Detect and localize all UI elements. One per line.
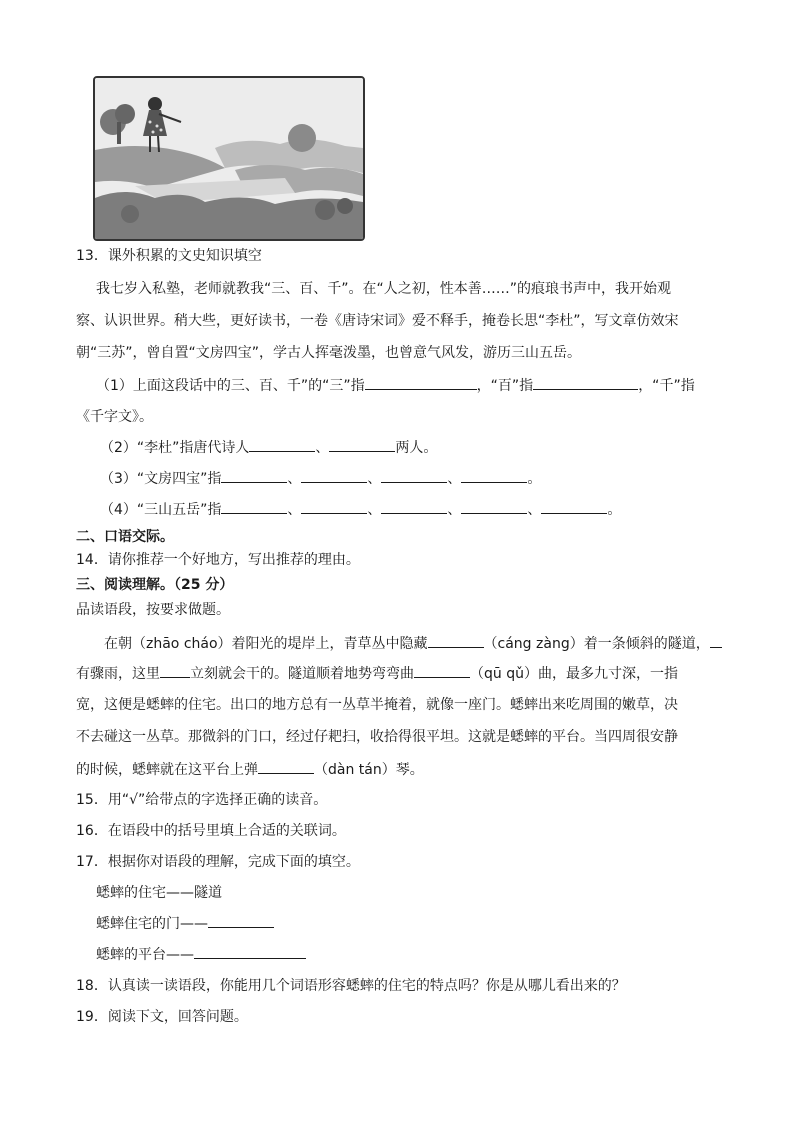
fill-row-1: 蟋蟀的住宅——隧道 (96, 885, 222, 901)
answer-blank[interactable] (329, 437, 395, 452)
question-18: 18．认真读一读语段，你能用几个词语形容蟋蟀的住宅的特点吗？你是从哪儿看出来的？ (76, 978, 626, 994)
separator: 、 (315, 440, 330, 456)
answer-blank[interactable] (301, 499, 367, 514)
q13-item-2-text: 两人。 (395, 440, 438, 456)
answer-blank[interactable] (221, 468, 287, 483)
separator: 、 (367, 471, 382, 487)
q13-item-1-continued: 《千字文》。 (76, 409, 153, 425)
answer-blank[interactable] (533, 375, 638, 390)
passage-line-1 (104, 633, 722, 654)
q13-paragraph-line-2: 察、认识世界。稍大些，更好读书，一卷《唐诗宋词》爱不释手，掩卷长思“李杜”，写文章仿效宋 (76, 313, 679, 329)
reading-instruction: 品读语段，按要求做题。 (76, 602, 230, 618)
separator: 、 (447, 502, 462, 518)
passage-text: 在朝（zhāo cháo）着阳光的堤岸上，青草丛中隐藏 (104, 636, 428, 652)
passage-text: 有骤雨，这里 (76, 666, 160, 682)
girl-landscape-illustration (93, 76, 365, 241)
question-19: 19．阅读下文，回答问题。 (76, 1009, 248, 1025)
answer-blank[interactable] (414, 663, 470, 678)
passage-line-4: 不去碰这一丛草。那微斜的门口，经过仔耙扫，收拾得很平坦。这就是蟋蟀的平台。当四周很安静 (76, 729, 678, 745)
answer-blank[interactable] (461, 468, 527, 483)
question-17: 17．根据你对语段的理解，完成下面的填空。 (76, 854, 360, 870)
period: 。 (527, 471, 542, 487)
section-2-heading: 二、口语交际。 (76, 529, 174, 545)
q13-item-1-prompt: （1）上面这段话中的三、百、千”的“三”指 (96, 378, 365, 394)
answer-blank[interactable] (221, 499, 287, 514)
answer-blank[interactable] (428, 633, 484, 648)
answer-blank[interactable] (541, 499, 607, 514)
answer-blank[interactable] (301, 468, 367, 483)
section-3-heading: 三、阅读理解。（25 分） (76, 577, 234, 593)
separator: 、 (287, 471, 302, 487)
question-14: 14．请你推荐一个好地方，写出推荐的理由。 (76, 552, 360, 568)
q13-item-1 (96, 375, 695, 396)
fill-label: 蟋蟀住宅的门—— (96, 916, 208, 932)
q13-item-4-prompt: （4）“三山五岳”指 (100, 502, 222, 518)
question-16: 16．在语段中的括号里填上合适的关联词。 (76, 823, 346, 839)
landscape-drawing (95, 78, 363, 239)
q13-paragraph-line-1: 我七岁入私塾，老师就教我“三、百、千”。在“人之初，性本善……”的痕琅书声中，我开始观 (96, 281, 672, 297)
passage-text: 立刻就会干的。隧道顺着地势弯弯曲 (190, 666, 414, 682)
separator: 、 (447, 471, 462, 487)
separator: 、 (367, 502, 382, 518)
period: 。 (607, 502, 622, 518)
question-15: 15．用“√”给带点的字选择正确的读音。 (76, 792, 328, 808)
passage-line-5 (76, 759, 424, 780)
q13-paragraph-line-3: 朝“三苏”，曾自置“文房四宝”，学古人挥毫泼墨，也曾意气风发，游历三山五岳。 (76, 345, 582, 361)
fill-row-2 (96, 913, 274, 934)
q13-item-1-text: ，“千”指 (638, 378, 695, 394)
answer-blank[interactable] (710, 633, 722, 648)
passage-text: （qū qǔ）曲，最多九寸深，一指 (470, 666, 678, 682)
answer-blank[interactable] (365, 375, 477, 390)
answer-blank[interactable] (381, 499, 447, 514)
fill-row-3 (96, 944, 306, 965)
answer-blank[interactable] (249, 437, 315, 452)
answer-blank[interactable] (381, 468, 447, 483)
passage-text: （dàn tán）琴。 (314, 762, 424, 778)
q13-item-3-prompt: （3）“文房四宝”指 (100, 471, 222, 487)
separator: 、 (287, 502, 302, 518)
answer-blank[interactable] (194, 944, 306, 959)
q13-item-4 (100, 499, 621, 520)
passage-text: （cáng zàng）着一条倾斜的隧道， (483, 636, 710, 652)
q13-item-1-text: ，“百”指 (476, 378, 534, 394)
q13-item-3 (100, 468, 541, 489)
q13-item-2-prompt: （2）“李杜”指唐代诗人 (100, 440, 250, 456)
separator: 、 (527, 502, 542, 518)
answer-blank[interactable] (208, 913, 274, 928)
answer-blank[interactable] (258, 759, 314, 774)
passage-line-3: 宽，这便是蟋蟀的住宅。出口的地方总有一丛草半掩着，就像一座门。蟋蟀出来吃周围的嫩草，决 (76, 697, 678, 713)
passage-line-2 (76, 663, 678, 684)
answer-blank[interactable] (160, 663, 190, 678)
question-13-title: 13．课外积累的文史知识填空 (76, 248, 262, 264)
answer-blank[interactable] (461, 499, 527, 514)
q13-item-2 (100, 437, 437, 458)
fill-label: 蟋蟀的平台—— (96, 947, 194, 963)
passage-text: 的时候，蟋蟀就在这平台上弹 (76, 762, 258, 778)
